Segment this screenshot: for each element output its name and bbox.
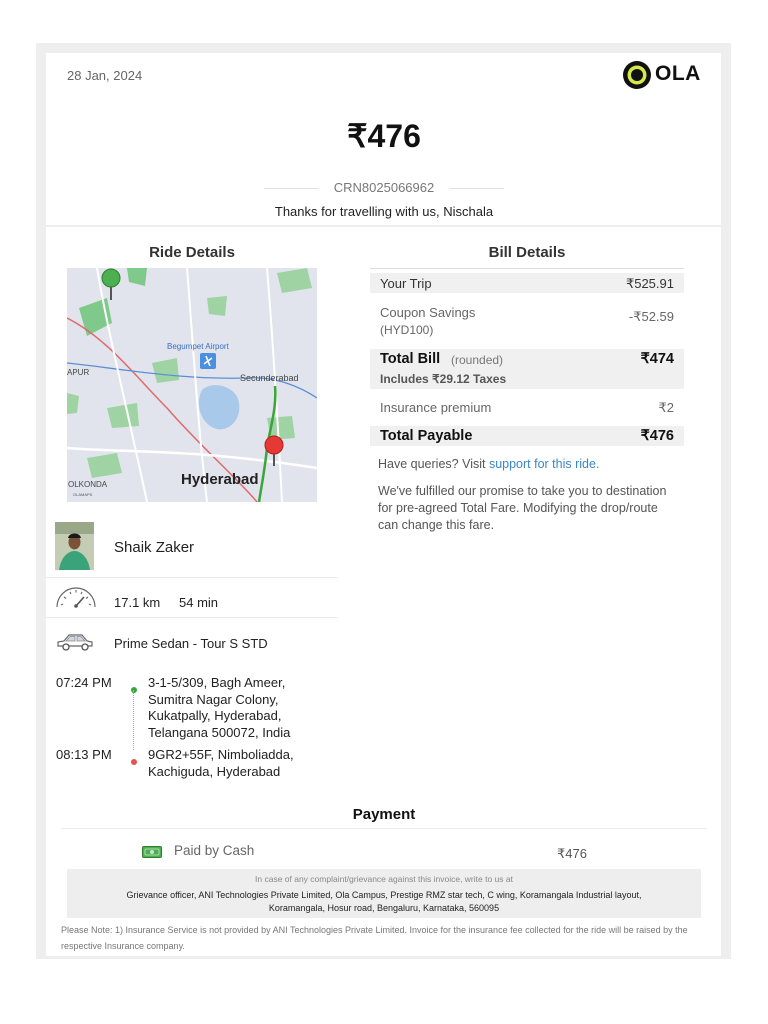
- bill-top-divider: [370, 268, 684, 269]
- total-bill-row: [370, 349, 684, 389]
- drop-dot-icon: [130, 753, 138, 761]
- distance-divider: [46, 617, 338, 618]
- queries-line: [378, 456, 678, 473]
- payment-method: Paid by Cash: [174, 843, 255, 858]
- grievance-address: Grievance officer, ANI Technologies Private Limited, Ola Campus, Prestige RMZ star tech, C wing, Koramangala Industrial layout, Koramangala, Hosur road, Bengaluru, Karnataka, 560095: [126, 890, 642, 913]
- ride-details-title: Ride Details: [149, 244, 235, 261]
- total-payable-row: [370, 426, 684, 446]
- map-label-city: Hyderabad: [181, 471, 259, 488]
- map-graphic: [67, 268, 317, 502]
- drop-time: 08:13 PM: [56, 747, 112, 762]
- fare-promise-note: We've fulfilled our promise to take you to destination for pre-agreed Total Fare. Modifying the drop/route can change this fare.: [378, 484, 667, 532]
- drop-address: 9GR2+55F, Nimboliadda, Kachiguda, Hyderabad: [148, 747, 294, 779]
- total-amount: ₹476: [347, 118, 421, 154]
- map-label-secunderabad: Secunderabad: [240, 373, 299, 383]
- queries-text: Have queries? Visit: [378, 457, 486, 471]
- crn-row: [264, 180, 504, 196]
- your-trip-row: [370, 273, 684, 293]
- support-link[interactable]: support for this ride.: [488, 457, 600, 471]
- your-trip-label: Your Trip: [380, 276, 432, 291]
- total-payable-label: Total Payable: [380, 428, 473, 444]
- driver-avatar: [55, 522, 94, 570]
- insurance-value: ₹2: [658, 400, 674, 415]
- driver-divider: [46, 577, 338, 578]
- thanks-message: Thanks for travelling with us, Nischala: [274, 204, 494, 219]
- map-label-bottom-left: OLKONDA: [68, 480, 108, 489]
- car-icon: [55, 632, 95, 652]
- coupon-code: (HYD100): [380, 323, 434, 337]
- trip-distance: 17.1 km: [114, 595, 161, 610]
- total-bill-value: ₹474: [640, 351, 674, 367]
- coupon-row: [370, 303, 684, 339]
- route-connector: [133, 690, 135, 750]
- pickup-dot-icon: [130, 681, 138, 689]
- grievance-box: [67, 869, 701, 918]
- crn-number: CRN8025066962: [333, 180, 435, 195]
- bill-details-title: Bill Details: [488, 244, 566, 261]
- map-label-airport: Begumpet Airport: [167, 342, 229, 351]
- speedometer-icon: [55, 586, 97, 608]
- pickup-time: 07:24 PM: [56, 675, 112, 690]
- pickup-address: 3-1-5/309, Bagh Ameer, Sumitra Nagar Colony, Kukatpally, Hyderabad, Telangana 500072, India: [148, 675, 291, 740]
- total-bill-label: Total Bill: [380, 351, 441, 367]
- insurance-row: [370, 398, 684, 418]
- cash-icon: [142, 845, 162, 857]
- grievance-intro: In case of any complaint/grievance against this invoice, write to us at: [255, 874, 513, 884]
- ola-logo-text: OLA: [655, 62, 701, 85]
- taxes-included: Includes ₹29.12 Taxes: [380, 372, 507, 386]
- insurance-label: Insurance premium: [380, 400, 492, 415]
- your-trip-value: ₹525.91: [625, 276, 674, 291]
- insurance-note: Please Note: 1) Insurance Service is not provided by ANI Technologies Private Limited. Invoice for the insurance fee collected for the ride will be raised by the respective Insurance company.: [61, 925, 688, 951]
- route-map: [67, 268, 317, 502]
- payment-amount: ₹476: [557, 846, 587, 861]
- invoice-date: 28 Jan, 2024: [67, 68, 143, 83]
- map-label-left: APUR: [67, 368, 90, 377]
- map-credit: OLAMAPS: [73, 492, 93, 497]
- coupon-value: -₹52.59: [628, 309, 674, 324]
- header-divider: [46, 225, 721, 227]
- driver-avatar-image: [55, 522, 94, 570]
- ola-logo: [622, 60, 704, 90]
- payment-divider: [61, 828, 707, 829]
- trip-duration: 54 min: [179, 595, 219, 610]
- vehicle-type: Prime Sedan - Tour S STD: [114, 636, 268, 651]
- total-payable-value: ₹476: [640, 428, 674, 444]
- coupon-label: Coupon Savings: [380, 305, 476, 320]
- driver-name: Shaik Zaker: [114, 539, 195, 556]
- total-bill-note: (rounded): [451, 353, 504, 367]
- ola-logo-icon: [622, 60, 652, 90]
- payment-title: Payment: [352, 806, 416, 823]
